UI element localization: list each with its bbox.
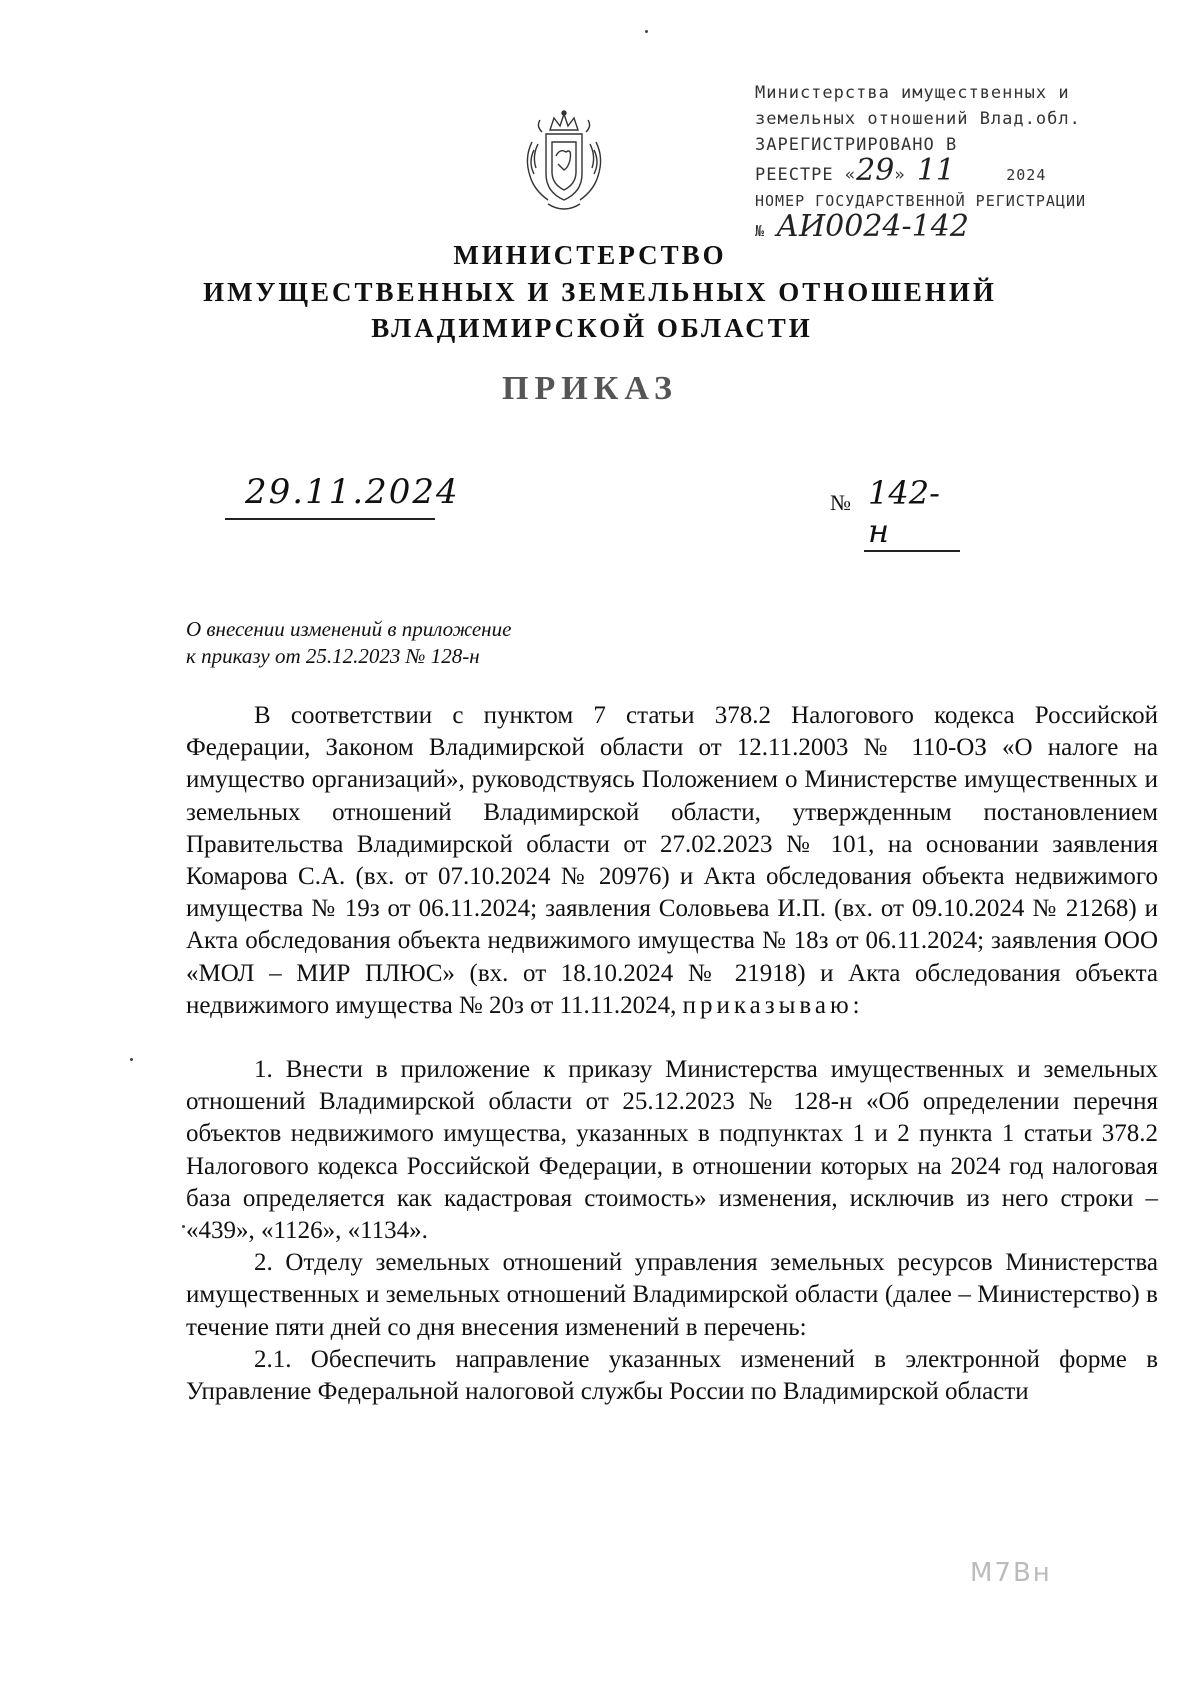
clause-1: 1. Внести в приложение к приказу Министерства имущественных и земельных отношений Владимирской области от 25.12.2023 № 128-н «Об определении перечня объектов недвижимого имущества, указанных в подпунктах 1 и 2 пункта 1 статьи 378.2 Налогового кодекса Российской Федерации, в отношении которых на 2024 год налоговая база определяется как кадастровая стоимость» изменения, исключив из него строки – «439», «1126», «1134». bbox=[186, 1056, 1158, 1245]
ministry-title-line-1: МИНИСТЕРСТВО bbox=[453, 240, 727, 270]
stamp-number-sign: № bbox=[755, 222, 766, 240]
coat-of-arms-emblem bbox=[520, 108, 608, 216]
stamp-year: 2024 bbox=[1006, 166, 1047, 184]
subject-line-1: О внесении изменений в приложение bbox=[186, 617, 512, 641]
registration-stamp bbox=[755, 80, 1087, 255]
order-body bbox=[186, 700, 1158, 1408]
stamp-day-handwritten: 29 bbox=[856, 153, 895, 188]
ministry-title-line-3: ВЛАДИМИРСКОЙ ОБЛАСТИ bbox=[371, 313, 813, 343]
stamp-month-handwritten: 11 bbox=[916, 153, 955, 188]
order-word: приказываю: bbox=[682, 991, 864, 1019]
number-sign: № bbox=[830, 490, 851, 515]
order-number-handwritten: 142-н bbox=[864, 474, 960, 552]
order-subject bbox=[186, 616, 511, 670]
order-number-field bbox=[830, 474, 960, 550]
ministry-title-line-2: ИМУЩЕСТВЕННЫХ И ЗЕМЕЛЬНЫХ ОТНОШЕНИЙ bbox=[203, 277, 997, 307]
preamble-text: В соответствии с пунктом 7 статьи 378.2 Налогового кодекса Российской Федерации, Законом Владимирской области от 12.11.2003 № 110-ОЗ «О налоге на имущество организаций», руководствуясь Положением о Министерстве имущественных и земельных отношений Владимирской области, утвержденным постановлением Правительства Владимирской области от 27.02.2023 № 101, на основании заявления Комарова С.А. (вх. от 07.10.2024 № 20976) и Акта обследования объекта недвижимого имущества № 19з от 06.11.2024; заявления Соловьева И.П. (вх. от 09.10.2024 № 21268) и Акта обследования объекта недвижимого имущества № 18з от 06.11.2024; заявления ООО «МОЛ – МИР ПЛЮС» (вх. от 18.10.2024 № 21918) и Акта обследования объекта недвижимого имущества № 20з от 11.11.2024, bbox=[186, 702, 1158, 1019]
stamp-line-1: Министерства имущественных и bbox=[755, 83, 1070, 103]
preamble-paragraph bbox=[186, 700, 1158, 1022]
footer-mark: М7Вн bbox=[970, 1558, 1052, 1588]
clause-2: 2. Отделу земельных отношений управления земельных ресурсов Министерства имущественных и земельных отношений Владимирской области (далее – Министерство) в течение пяти дней со дня внесения изменений в перечень: bbox=[186, 1249, 1158, 1341]
stamp-line-2: земельных отношений Влад.обл. bbox=[755, 109, 1081, 129]
clause-2-1: 2.1. Обеспечить направление указанных изменений в электронной форме в Управление Федеральной налоговой службы России по Владимирской области bbox=[186, 1345, 1158, 1406]
stamp-quote: » bbox=[894, 165, 906, 185]
stamp-line-5: НОМЕР ГОСУДАРСТВЕННОЙ РЕГИСТРАЦИИ bbox=[755, 192, 1087, 210]
subject-line-2: к приказу от 25.12.2023 № 128-н bbox=[186, 644, 480, 668]
document-type-title: ПРИКАЗ bbox=[502, 370, 678, 407]
stamp-registry-label: РЕЕСТРЕ « bbox=[755, 165, 857, 185]
stamp-line-3: ЗАРЕГИСТРИРОВАНО В bbox=[755, 135, 958, 155]
stamp-registration-number-handwritten: АИ0024-142 bbox=[776, 209, 969, 244]
order-date-field bbox=[225, 472, 460, 520]
order-date-handwritten: 29.11.2024 bbox=[245, 472, 460, 512]
